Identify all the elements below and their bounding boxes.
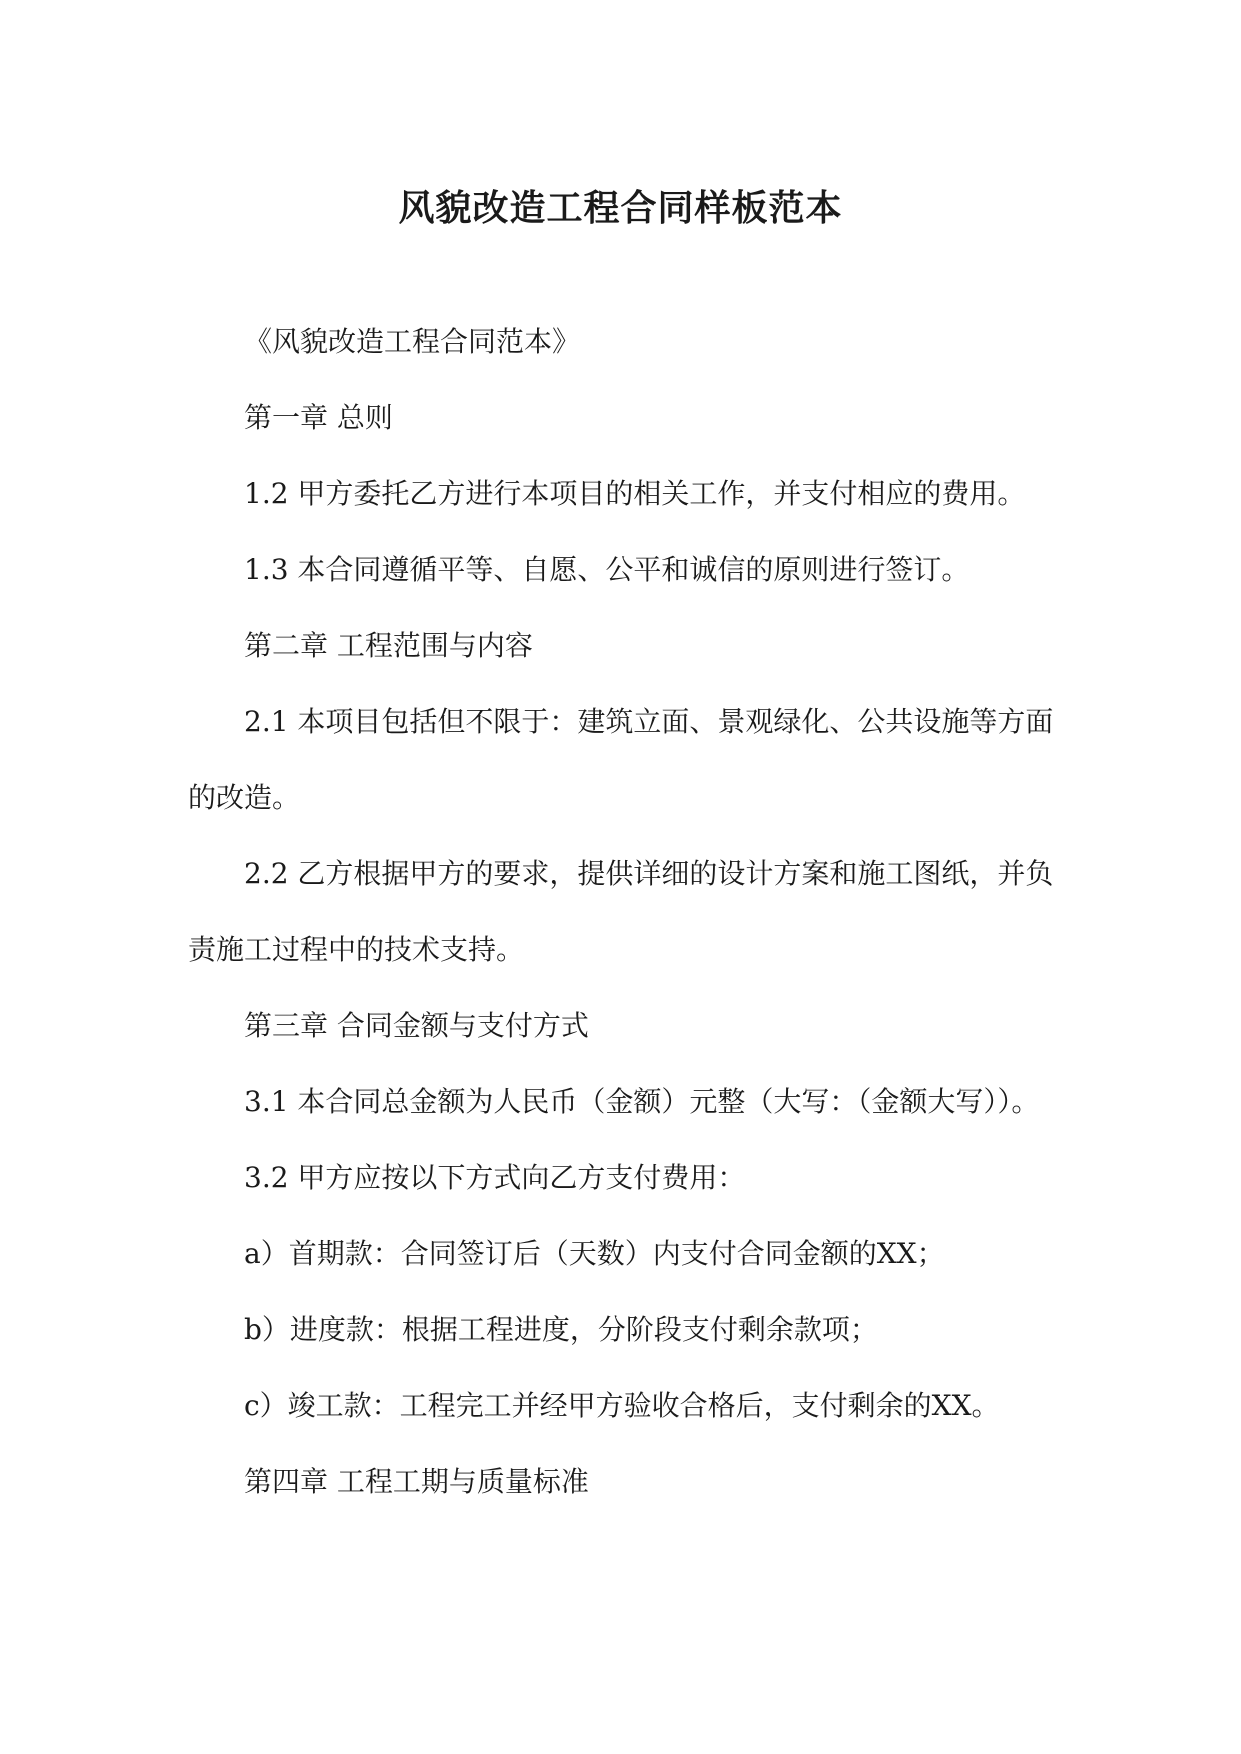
contract-heading: 《风貌改造工程合同范本》 <box>244 325 581 358</box>
chapter-4-heading: 第四章 工程工期与质量标准 <box>244 1465 589 1498</box>
clause-2-2: 2.2 乙方根据甲方的要求，提供详细的设计方案和施工图纸，并负责施工过程中的技术支持。 <box>188 857 1054 966</box>
payment-item-b: b）进度款：根据工程进度，分阶段支付剩余款项； <box>244 1313 878 1346</box>
document-body <box>188 304 1058 1520</box>
payment-item-a: a）首期款：合同签订后（天数）内支付合同金额的XX； <box>244 1237 945 1270</box>
document-title: 风貌改造工程合同样板范本 <box>398 187 843 229</box>
clause-1-2: 1.2 甲方委托乙方进行本项目的相关工作，并支付相应的费用。 <box>244 477 1026 510</box>
chapter-3-heading: 第三章 合同金额与支付方式 <box>244 1009 589 1042</box>
chapter-1-heading: 第一章 总则 <box>244 401 393 434</box>
clause-2-1: 2.1 本项目包括但不限于：建筑立面、景观绿化、公共设施等方面的改造。 <box>188 705 1054 814</box>
payment-item-c: c）竣工款：工程完工并经甲方验收合格后，支付剩余的XX。 <box>244 1389 1000 1422</box>
clause-1-3: 1.3 本合同遵循平等、自愿、公平和诚信的原则进行签订。 <box>244 553 970 586</box>
clause-3-2: 3.2 甲方应按以下方式向乙方支付费用： <box>244 1161 746 1194</box>
clause-3-1: 3.1 本合同总金额为人民币（金额）元整（大写：（金额大写））。 <box>244 1085 1040 1118</box>
chapter-2-heading: 第二章 工程范围与内容 <box>244 629 533 662</box>
